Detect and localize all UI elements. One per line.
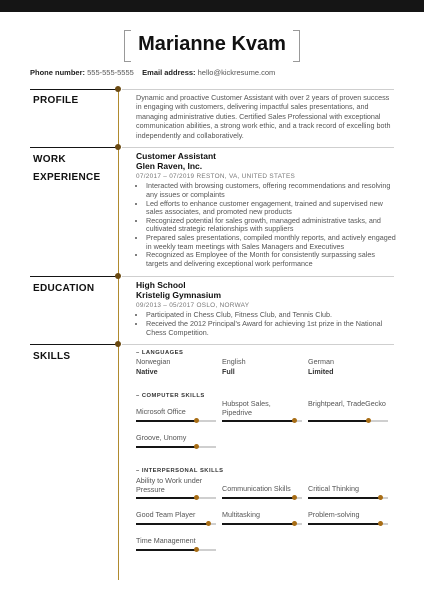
language-item — [136, 357, 170, 376]
skill-bar-knob — [292, 418, 297, 423]
language-item — [308, 357, 334, 376]
skill-bar-fill — [136, 523, 208, 525]
job-company: Glen Raven, Inc. — [136, 160, 203, 171]
skill-item — [222, 511, 302, 520]
job-title: Customer Assistant — [136, 151, 216, 161]
top-bar — [0, 0, 424, 12]
work-right-rule — [122, 147, 394, 148]
skill-bar — [136, 497, 216, 499]
school-meta: 09/2013 – 05/2017 OSLO, NORWAY — [136, 302, 250, 309]
skill-item — [222, 400, 302, 417]
skill-label: Groove, Unomy — [136, 433, 187, 442]
skill-item — [136, 511, 216, 520]
skill-bar-knob — [194, 547, 199, 552]
job-meta: 07/2017 – 07/2019 RESTON, VA, UNITED STATES — [136, 173, 296, 180]
language-level: Native — [136, 366, 158, 376]
skill-bar — [222, 497, 302, 499]
profile-right-rule — [122, 89, 394, 90]
language-level: Limited — [308, 366, 334, 376]
section-profile: PROFILE — [33, 95, 79, 106]
skill-bar-fill — [308, 523, 380, 525]
job-bullet: • Led efforts to enhance customer engagement, trained and supervised new sales associates, and promoted new products — [146, 200, 398, 217]
job-block — [136, 152, 398, 268]
skills-right-rule — [122, 344, 394, 345]
skill-item — [136, 434, 216, 443]
skill-bar-knob — [292, 495, 297, 500]
skill-bar-fill — [136, 497, 196, 499]
skill-label: Critical Thinking — [308, 484, 359, 493]
languages-heading: – LANGUAGES — [136, 350, 184, 356]
skill-label: Communication Skills — [222, 484, 291, 493]
skill-bar-knob — [378, 495, 383, 500]
section-experience: EXPERIENCE — [33, 172, 101, 183]
contact-line — [30, 68, 275, 77]
school-title: High School — [136, 280, 186, 290]
computer-skills-heading: – COMPUTER SKILLS — [136, 393, 205, 399]
job-bullets — [136, 182, 398, 268]
language-item — [222, 357, 246, 376]
skill-item — [136, 477, 216, 494]
profile-dot — [115, 86, 121, 92]
skill-bar-fill — [136, 446, 196, 448]
skill-bar-fill — [308, 497, 380, 499]
skill-bar — [308, 420, 388, 422]
education-block — [136, 281, 398, 337]
email-label: Email address: — [142, 68, 196, 77]
skills-left-rule — [30, 344, 118, 345]
skill-item — [136, 537, 216, 546]
section-education: EDUCATION — [33, 283, 95, 294]
skill-bar-knob — [194, 495, 199, 500]
job-bullet: • Prepared sales presentations, compiled monthly reports, and actively engaged in weekly team meetings with Sales Managers and Executives — [146, 234, 398, 251]
skill-bar-fill — [136, 549, 196, 551]
phone-number: 555-555-5555 — [87, 68, 134, 77]
language-level: Full — [222, 366, 235, 376]
skill-label: Time Management — [136, 536, 196, 545]
skill-label: Multitasking — [222, 510, 260, 519]
education-left-rule — [30, 276, 118, 277]
job-bullet: • Recognized potential for sales growth, managed administrative tasks, and cultivated strategic relationships with suppliers — [146, 217, 398, 234]
skill-bar-knob — [378, 521, 383, 526]
skill-item — [308, 485, 388, 494]
skill-bar-fill — [222, 420, 294, 422]
candidate-name: Marianne Kvam — [138, 33, 286, 55]
email-address: hello@kickresume.com — [197, 68, 276, 77]
skills-dot — [115, 341, 121, 347]
skill-bar-fill — [308, 420, 368, 422]
name-header — [124, 30, 300, 62]
work-left-rule — [30, 147, 118, 148]
skill-bar-fill — [222, 497, 294, 499]
profile-left-rule — [30, 89, 118, 90]
interpersonal-skills-heading: – INTERPERSONAL SKILLS — [136, 468, 224, 474]
skill-item — [308, 400, 388, 409]
section-skills: SKILLS — [33, 351, 71, 362]
skill-bar — [222, 523, 302, 525]
skill-bar — [308, 523, 388, 525]
skill-bar-fill — [222, 523, 294, 525]
skill-label: Microsoft Office — [136, 407, 186, 416]
skill-bar-fill — [136, 420, 196, 422]
school-bullets — [136, 311, 398, 337]
skill-item — [136, 408, 216, 417]
skill-item — [308, 511, 388, 520]
language-name: German — [308, 357, 334, 366]
timeline-line — [118, 90, 119, 580]
skill-bar — [308, 497, 388, 499]
skill-bar — [136, 420, 216, 422]
language-name: English — [222, 357, 246, 366]
school-name: Kristelig Gymnasium — [136, 289, 222, 300]
skill-label: Ability to Work under Pressure — [136, 476, 203, 494]
phone-label: Phone number: — [30, 68, 86, 77]
school-bullet: • Received the 2012 Principal's Award for achieving 1st prize in the National Chess Competition. — [146, 320, 398, 337]
education-dot — [115, 273, 121, 279]
work-dot — [115, 144, 121, 150]
skill-bar — [136, 446, 216, 448]
skill-bar-knob — [206, 521, 211, 526]
skill-bar-knob — [292, 521, 297, 526]
job-bullet: • Recognized as Employee of the Month for consistently surpassing sales targets and delivering exceptional work performance — [146, 251, 398, 268]
language-name: Norwegian — [136, 357, 171, 366]
school-bullet: • Participated in Chess Club, Fitness Club, and Tennis Club. — [146, 311, 398, 320]
job-bullet: • Interacted with browsing customers, offering recommendations and resolving any issues or complaints — [146, 182, 398, 199]
education-right-rule — [122, 276, 394, 277]
skill-bar — [222, 420, 302, 422]
section-work: WORK — [33, 154, 66, 165]
skill-item — [222, 485, 302, 494]
profile-text: Dynamic and proactive Customer Assistant with over 2 years of proven success in engaging with customers, delivering impactful sales presentations, and managing administrative duties. Certified Sales Professional with exceptional communication abilities, a strong work ethic, and a track record of excelling both independently and collaboratively. — [136, 93, 391, 140]
skill-bar-knob — [366, 418, 371, 423]
skill-label: Hubspot Sales, Pipedrive — [222, 399, 271, 417]
skill-bar — [136, 549, 216, 551]
skill-bar-knob — [194, 444, 199, 449]
skill-bar — [136, 523, 216, 525]
skill-label: Brightpearl, TradeGecko — [308, 399, 386, 408]
skill-label: Good Team Player — [136, 510, 196, 519]
skill-bar-knob — [194, 418, 199, 423]
skill-label: Problem-solving — [308, 510, 360, 519]
